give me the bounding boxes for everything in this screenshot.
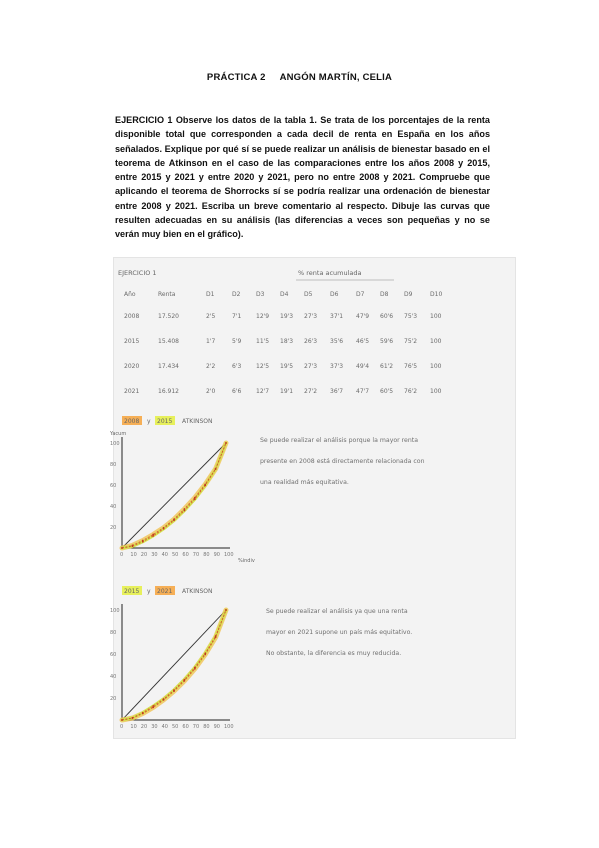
chart2-legend	[122, 586, 213, 595]
table-header-cell: D4	[280, 291, 289, 298]
table-cell: 27'3	[304, 313, 318, 320]
table-cell: 7'1	[232, 313, 242, 320]
chart1-ylabel: Yacum	[110, 431, 127, 437]
data-point	[204, 485, 206, 487]
table-cell: 60'5	[380, 388, 394, 395]
table-label: EJERCICIO 1	[118, 269, 157, 277]
x-tick-label: 40	[161, 552, 168, 558]
y-tick-label: 20	[110, 696, 117, 702]
x-tick-label: 90	[213, 552, 220, 558]
table-header-cell: D7	[356, 291, 365, 298]
table-cell: 100	[430, 363, 442, 370]
chart2-legend-sep: y	[147, 588, 151, 595]
table-cell: 2015	[124, 338, 140, 345]
data-point	[142, 712, 144, 714]
table-cell: 19'5	[280, 363, 294, 370]
table-header-cell: D3	[256, 291, 265, 298]
table-cell: 12'7	[256, 388, 270, 395]
data-point	[204, 653, 206, 655]
exercise-label: EJERCICIO 1	[115, 115, 173, 125]
y-tick-label: 60	[110, 483, 117, 489]
table-header-cell: Renta	[158, 291, 176, 298]
chart1-comment	[260, 436, 425, 486]
x-tick-label: 10	[130, 724, 137, 730]
data-point	[184, 510, 186, 512]
y-tick-label: 80	[110, 462, 117, 468]
data-point	[173, 519, 175, 521]
table-super-header: % renta acumulada	[298, 269, 362, 277]
x-tick-label: 70	[192, 552, 200, 558]
table-cell: 2'2	[206, 363, 216, 370]
data-point	[184, 679, 186, 681]
x-tick-label: 0	[120, 724, 124, 730]
y-tick-label: 80	[110, 630, 117, 636]
chart1-legend-method: ATKINSON	[182, 418, 213, 425]
x-tick-label: 50	[172, 552, 179, 558]
data-point	[194, 667, 196, 669]
data-point	[173, 689, 175, 691]
data-point	[163, 528, 165, 530]
table-cell: 100	[430, 338, 442, 345]
x-tick-label: 90	[213, 724, 220, 730]
data-point	[152, 705, 154, 707]
table-cell: 46'5	[356, 338, 370, 345]
table-cell: 47'7	[356, 388, 370, 395]
table-header-cell: D6	[330, 291, 339, 298]
x-tick-label: 80	[203, 724, 210, 730]
table-row	[124, 363, 442, 370]
handwritten-photo	[110, 257, 516, 739]
y-tick-label: 20	[110, 525, 117, 531]
table-cell: 2020	[124, 363, 140, 370]
table-cell: 17.520	[158, 313, 179, 320]
table-row	[124, 388, 442, 395]
table-cell: 11'5	[256, 338, 270, 345]
table-cell: 1'7	[206, 338, 216, 345]
x-tick-label: 60	[182, 552, 189, 558]
table-cell: 19'3	[280, 313, 294, 320]
x-tick-label: 50	[172, 724, 179, 730]
comment-line: presente en 2008 está directamente relacionada con	[260, 458, 425, 465]
table-cell: 76'5	[404, 363, 418, 370]
y-tick-label: 100	[110, 608, 120, 614]
chart1-xlabel: %indiv	[238, 558, 255, 564]
x-tick-label: 60	[182, 724, 189, 730]
table-cell: 16.912	[158, 388, 179, 395]
y-tick-label: 40	[110, 504, 117, 510]
table-header-cell: D8	[380, 291, 389, 298]
x-tick-label: 100	[224, 552, 234, 558]
table-body	[124, 313, 442, 395]
table-cell: 37'3	[330, 363, 344, 370]
table-cell: 60'6	[380, 313, 394, 320]
table-cell: 75'3	[404, 313, 418, 320]
data-point	[215, 635, 217, 637]
x-tick-label: 10	[130, 552, 137, 558]
data-point	[132, 717, 134, 719]
table-cell: 35'6	[330, 338, 344, 345]
comment-line: No obstante, la diferencia es muy reducida.	[266, 650, 402, 657]
comment-line: mayor en 2021 supone un país más equitativo.	[266, 629, 413, 636]
x-tick-label: 70	[192, 724, 200, 730]
equality-line	[122, 443, 226, 548]
data-point	[225, 609, 227, 611]
table-cell: 75'2	[404, 338, 418, 345]
table-header-cell: D1	[206, 291, 215, 298]
table-header-cell: D9	[404, 291, 413, 298]
table-header-cell: D10	[430, 291, 443, 298]
y-tick-label: 40	[110, 674, 117, 680]
equality-line	[122, 610, 226, 720]
table-cell: 19'1	[280, 388, 294, 395]
chart1-legend-a: 2008	[124, 418, 140, 425]
data-point	[121, 547, 123, 549]
table-cell: 2'0	[206, 388, 216, 395]
table-cell: 47'9	[356, 313, 370, 320]
x-tick-label: 80	[203, 552, 210, 558]
table-cell: 17.434	[158, 363, 179, 370]
chart1-legend	[122, 416, 213, 425]
data-point	[152, 535, 154, 537]
table-cell: 2021	[124, 388, 140, 395]
data-point	[215, 468, 217, 470]
table-header-cell: Año	[124, 291, 136, 298]
table-cell: 76'2	[404, 388, 418, 395]
table-cell: 100	[430, 388, 442, 395]
table-row	[124, 338, 442, 345]
page-title	[0, 72, 599, 83]
data-point	[132, 545, 134, 547]
table-cell: 5'9	[232, 338, 242, 345]
comment-line: Se puede realizar el análisis porque la mayor renta	[260, 437, 419, 444]
x-tick-label: 30	[151, 552, 158, 558]
table-cell: 2008	[124, 313, 140, 320]
table-header-cell: D5	[304, 291, 313, 298]
table-cell: 12'9	[256, 313, 270, 320]
data-point	[163, 698, 165, 700]
practice-label: PRÁCTICA 2	[206, 72, 266, 83]
table-cell: 18'3	[280, 338, 294, 345]
x-tick-label: 0	[120, 552, 124, 558]
table-cell: 6'6	[232, 388, 242, 395]
table-cell: 2'5	[206, 313, 216, 320]
table-cell: 12'5	[256, 363, 270, 370]
author-name: ANGÓN MARTÍN, CELIA	[279, 72, 393, 83]
x-tick-label: 20	[140, 724, 148, 730]
chart1-plot	[109, 431, 255, 564]
handwritten-table	[118, 269, 442, 395]
data-point	[194, 498, 196, 500]
photo-canvas	[110, 258, 515, 738]
exercise-text: Observe los datos de la tabla 1. Se trata de los porcentajes de la renta disponible total que corresponden a cada decil de renta en España en los años señalados. Explique por qué sí se puede realizar un análisis de bienestar basado en el teorema de Atkinson en el caso de las comparaciones entre los años 2008 y 2015, entre 2015 y 2021 y entre 2020 y 2021, pero no entre 2008 y 2021. Compruebe que aplicando el teorema de Shorrocks sí se podría realizar una ordenación de bienestar entre 2008 y 2021. Escriba un breve comentario al respecto. Dibuje las curvas que resulten adecuadas en su análisis (las diferencias a veces son pequeñas y no se verán muy bien en el gráfico).	[115, 115, 490, 240]
data-point	[121, 719, 123, 721]
table-cell: 6'3	[232, 363, 242, 370]
table-cell: 37'1	[330, 313, 344, 320]
chart2-legend-a: 2015	[124, 588, 140, 595]
chart2-plot	[110, 604, 234, 730]
table-cell: 100	[430, 313, 442, 320]
data-point	[225, 442, 227, 444]
table-header-row	[124, 291, 442, 298]
table-cell: 27'2	[304, 388, 318, 395]
chart1-legend-sep: y	[147, 418, 151, 425]
chart2-legend-method: ATKINSON	[182, 588, 213, 595]
table-cell: 49'4	[356, 363, 370, 370]
y-tick-label: 60	[110, 652, 117, 658]
chart2-comment	[266, 607, 412, 657]
data-point	[142, 541, 144, 543]
table-cell: 59'6	[380, 338, 394, 345]
comment-line: Se puede realizar el análisis ya que una renta	[266, 608, 408, 615]
table-cell: 15.408	[158, 338, 179, 345]
table-cell: 36'7	[330, 388, 344, 395]
table-header-cell: D2	[232, 291, 241, 298]
y-tick-label: 100	[110, 441, 120, 447]
table-cell: 26'3	[304, 338, 318, 345]
x-tick-label: 100	[224, 724, 234, 730]
table-cell: 27'3	[304, 363, 318, 370]
x-tick-label: 20	[140, 552, 148, 558]
x-tick-label: 40	[161, 724, 168, 730]
chart2-legend-b: 2021	[157, 588, 173, 595]
table-cell: 61'2	[380, 363, 394, 370]
table-row	[124, 313, 442, 320]
comment-line: una realidad más equitativa.	[260, 479, 349, 486]
exercise-statement	[115, 113, 490, 242]
chart1-legend-b: 2015	[157, 418, 173, 425]
x-tick-label: 30	[151, 724, 158, 730]
